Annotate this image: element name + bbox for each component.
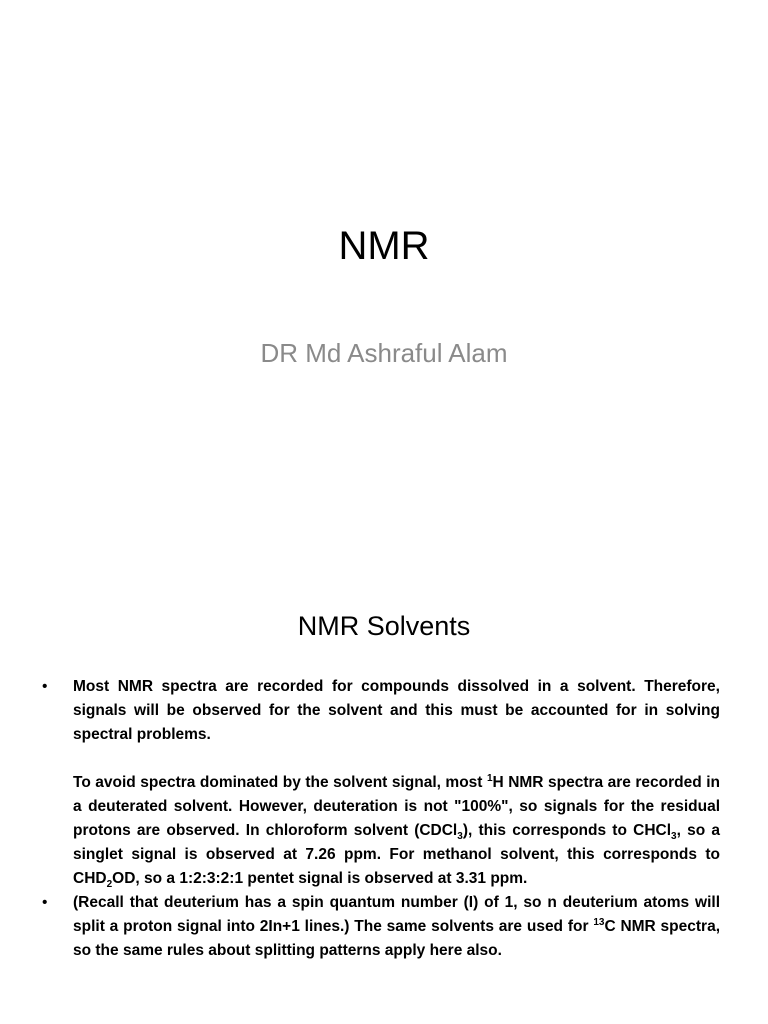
bullet-list <box>40 675 720 963</box>
bullet-item-1 <box>40 675 720 891</box>
bullet-2-paragraph: (Recall that deuterium has a spin quantum number (I) of 1, so n deuterium atoms will split a proton signal into 2In+1 lines.) The same solvents are used for $^{13}$C NMR spectra, so the same rules about splitting patterns apply here also. <box>73 894 720 959</box>
slide-title: NMR <box>338 224 430 268</box>
content-slide-title: NMR Solvents <box>297 611 471 641</box>
bullet-item-2 <box>40 891 720 963</box>
bullet-1-paragraph-2: To avoid spectra dominated by the solvent signal, most $^1$H NMR spectra are recorded in a deuterated solvent. However, deuteration is not "100%", so signals for the residual protons are observed. In chloroform solvent (CDCl$_3$), this corresponds to CHCl$_3$, so a singlet signal is observed at 7.26 ppm. For methanol solvent, this corresponds to $CHD_2OD$, so a 1:2:3:2:1 pentet signal is observed at 3.31 ppm. <box>73 772 720 891</box>
bullet-marker: • <box>42 678 48 695</box>
bullet-1-paragraph-1: Most NMR spectra are recorded for compounds dissolved in a solvent. Therefore, signals will be observed for the solvent and this must be accounted for in solving spectral problems. <box>73 678 720 743</box>
content-slide <box>0 575 768 1024</box>
bullet-marker: • <box>42 894 48 911</box>
slide-subtitle: DR Md Ashraful Alam <box>260 338 508 368</box>
